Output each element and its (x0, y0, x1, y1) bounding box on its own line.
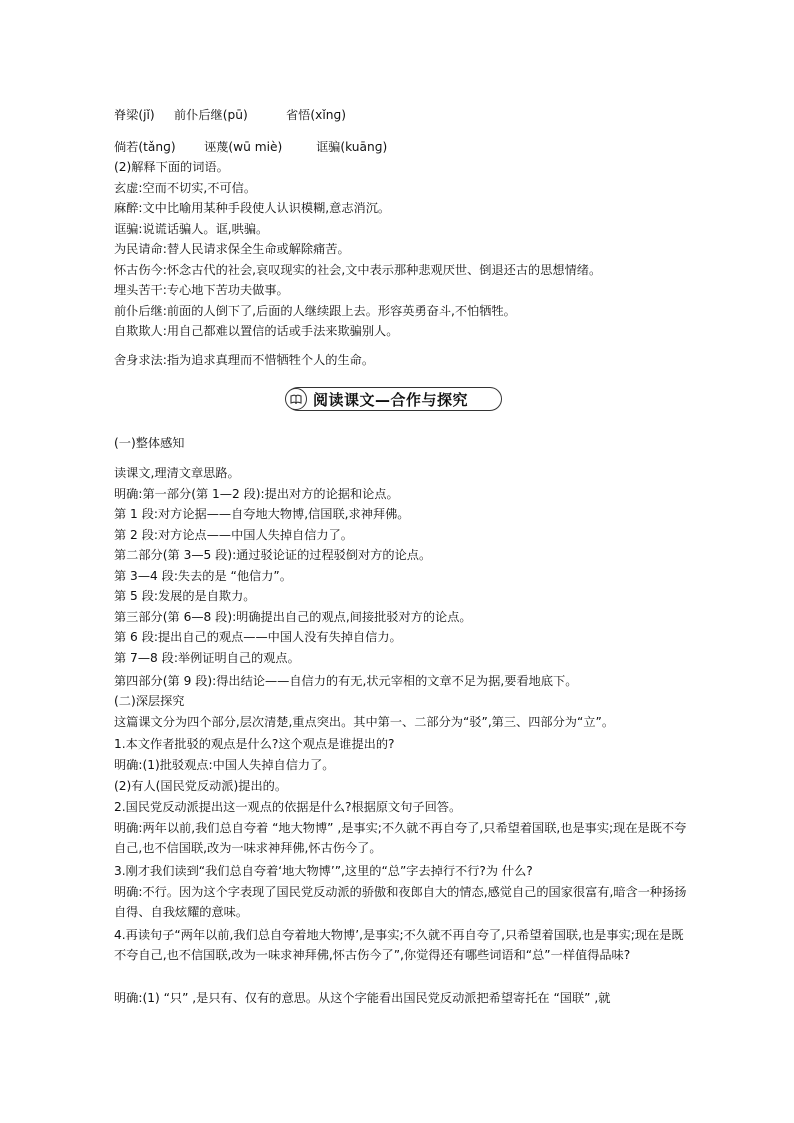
text-paragraph: 4.再读句子“两年以前,我们总自夸着地大物博’,是事实;不久就不再自夸了,只希望着国联,也是事实;现在是既不夸自己,也不信国联,改为一味求神拜佛,怀古伤今了”,你觉得还有哪些词语和“总”一样值得品味? (114, 928, 684, 962)
pinyin-row-2 (114, 139, 694, 155)
text-line: 诓骗:说谎话骗人。诓,哄骗。 (114, 222, 269, 236)
text-line: 第四部分(第 9 段):得出结论——自信力的有无,状元宰相的文章不足为据,要看地底下。 (114, 674, 578, 688)
text-line: 麻醉:文中比喻用某种手段使人认识模糊,意志消沉。 (114, 201, 391, 215)
text-line: 这篇课文分为四个部分,层次清楚,重点突出。其中第一、二部分为“驳”,第三、四部分为“立”。 (114, 715, 615, 729)
text-line: 2.国民党反动派提出这一观点的依据是什么?根据原文句子回答。 (114, 800, 462, 814)
text-line: 第 1 段:对方论据——自夸地大物博,信国联,求神拜佛。 (114, 507, 410, 521)
pinyin-item: 前仆后继(pū) (174, 108, 248, 122)
text-line: 为民请命:替人民请求保全生命或解除痛苦。 (114, 242, 350, 256)
section-banner (286, 387, 502, 411)
text-line: 怀古伤今:怀念古代的社会,哀叹现实的社会,文中表示那种悲观厌世、倒退还古的思想情绪。 (114, 263, 602, 277)
text-line: (2)解释下面的词语。 (114, 160, 229, 174)
text-line: 1.本文作者批驳的观点是什么?这个观点是谁提出的? (114, 737, 395, 751)
text-line: 读课文,理清文章思路。 (114, 466, 240, 480)
pinyin-item: 诬蔑(wū miè) (204, 140, 283, 154)
text-line: 明确:第一部分(第 1—2 段):提出对方的论据和论点。 (114, 487, 399, 501)
banner-title: 阅读课文—合作与探究 (313, 390, 469, 409)
text-line: 埋头苦干:专心地下苦功夫做事。 (114, 283, 289, 297)
pinyin-item: 诓骗(kuānɡ) (316, 140, 388, 154)
text-line: (2)有人(国民党反动派)提出的。 (114, 779, 288, 793)
section-heading: (一)整体感知 (114, 436, 185, 450)
text-paragraph: 明确:两年以前,我们总自夸着 “地大物博” ,是事实;不久就不再自夸了,只希望着国联,也是事实;现在是既不夸自己,也不信国联,改为一味求神拜佛,怀古伤今了。 (114, 821, 687, 855)
text-line: 3.刚才我们读到“我们总自夸着‘地大物博’”,这里的“总”字去掉行不行?为 什么? (114, 864, 533, 878)
text-line: 明确:(1) “只” ,是只有、仅有的意思。从这个字能看出国民党反动派把希望寄托在 “国联” ,就 (114, 991, 611, 1005)
pinyin-row-1 (114, 107, 694, 123)
text-line: 玄虚:空而不切实,不可信。 (114, 181, 257, 195)
text-line: 自欺欺人:用自己都难以置信的话或手法来欺骗别人。 (114, 324, 399, 338)
text-line: 第三部分(第 6—8 段):明确提出自己的观点,间接批驳对方的论点。 (114, 610, 472, 624)
pinyin-item: 省悟(xǐnɡ) (286, 108, 346, 122)
text-line: 第 2 段:对方论点——中国人失掉自信力了。 (114, 528, 353, 542)
pinyin-item: 脊梁(jǐ) (114, 108, 155, 122)
text-line: 第二部分(第 3—5 段):通过驳论证的过程驳倒对方的论点。 (114, 548, 432, 562)
text-line: 前仆后继:前面的人倒下了,后面的人继续跟上去。形容英勇奋斗,不怕牺牲。 (114, 304, 516, 318)
book-icon (285, 388, 307, 410)
text-line: 舍身求法:指为追求真理而不惜牺牲个人的生命。 (114, 353, 375, 367)
text-line: 明确:(1)批驳观点:中国人失掉自信力了。 (114, 758, 335, 772)
text-line: 第 6 段:提出自己的观点——中国人没有失掉自信力。 (114, 630, 402, 644)
text-line: 第 3—4 段:失去的是 “他信力”。 (114, 569, 292, 583)
pinyin-item: 倘若(tǎnɡ) (114, 140, 176, 154)
text-line: 第 5 段:发展的是自欺力。 (114, 589, 256, 603)
section-heading: (二)深层探究 (114, 694, 185, 708)
text-line: 第 7—8 段:举例证明自己的观点。 (114, 651, 300, 665)
text-paragraph: 明确:不行。因为这个字表现了国民党反动派的骄傲和夜郎自大的情态,感觉自己的国家很富有,暗含一种扬扬自得、自我炫耀的意味。 (114, 885, 687, 919)
